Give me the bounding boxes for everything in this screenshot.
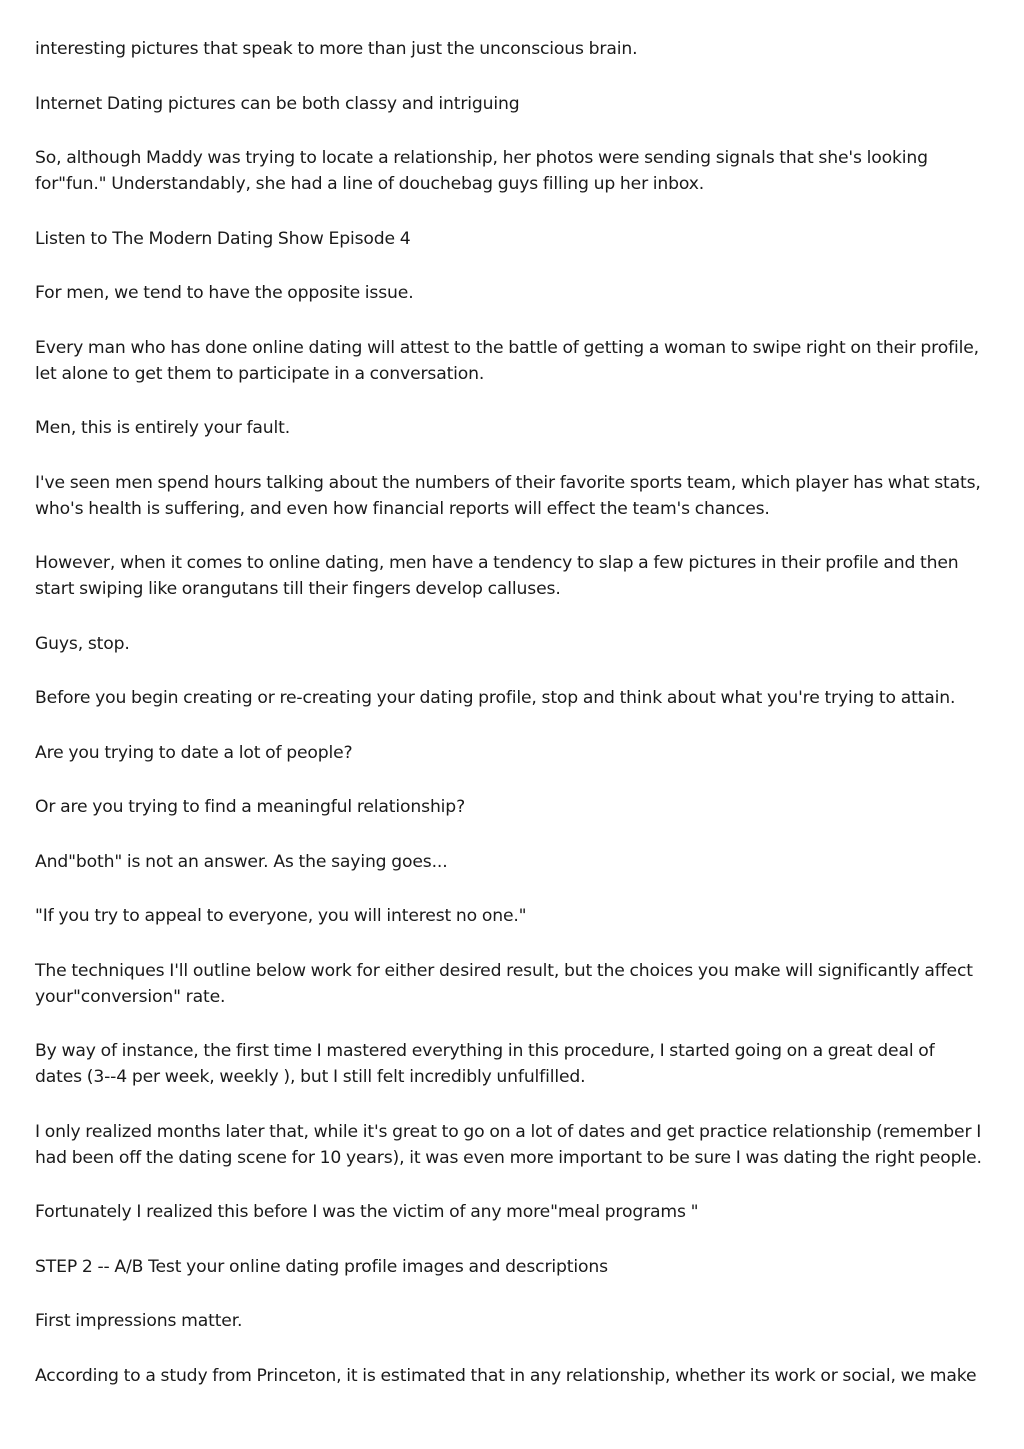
paragraph-16: The techniques I'll outline below work for either desired result, but the choices you make will significantly affect your"conversion" rate. — [35, 960, 973, 1007]
paragraph-4: Listen to The Modern Dating Show Episode 4 — [35, 228, 411, 249]
paragraph-1: interesting pictures that speak to more than just the unconscious brain. — [35, 39, 638, 59]
paragraph-12: Are you trying to date a lot of people? — [35, 742, 353, 763]
paragraph-6: Every man who has done online dating will attest to the battle of getting a woman to swipe right on their profile, let alone to get them to participate in a conversation. — [35, 337, 979, 384]
paragraph-13: Or are you trying to find a meaningful relationship? — [35, 797, 466, 817]
paragraph-20: STEP 2 -- A/B Test your online dating profile images and descriptions — [35, 1256, 608, 1277]
paragraph-3: So, although Maddy was trying to locate a relationship, her photos were sending signals that she's looking for"fun." Understandably, she had a line of douchebag guys filling up her inbox. — [35, 148, 928, 194]
paragraph-9: However, when it comes to online dating, men have a tendency to slap a few pictures in their profile and then start swiping like orangutans till their fingers develop calluses. — [35, 553, 959, 599]
paragraph-2: Internet Dating pictures can be both classy and intriguing — [35, 93, 520, 114]
paragraph-5: For men, we tend to have the opposite issue. — [35, 283, 414, 303]
document-body — [35, 36, 985, 1417]
paragraph-8: I've seen men spend hours talking about the numbers of their favorite sports team, which player has what stats, who's health is suffering, and even how financial reports will effect the team's chances. — [35, 472, 981, 519]
paragraph-11: Before you begin creating or re-creating your dating profile, stop and think about what you're trying to attain. — [35, 688, 956, 708]
paragraph-19: Fortunately I realized this before I was the victim of any more"meal programs " — [35, 1202, 699, 1222]
paragraph-22: According to a study from Princeton, it is estimated that in any relationship, whether its work or social, we make — [35, 1365, 977, 1386]
paragraph-18: I only realized months later that, while it's great to go on a lot of dates and get practice relationship (remember I had been off the dating scene for 10 years), it was even more important to be sure I was dating the right people. — [35, 1121, 982, 1168]
paragraph-15: "If you try to appeal to everyone, you will interest no one." — [35, 906, 527, 926]
paragraph-10: Guys, stop. — [35, 633, 130, 654]
paragraph-21: First impressions matter. — [35, 1311, 243, 1331]
paragraph-14: And"both" is not an answer. As the saying goes... — [35, 851, 448, 872]
paragraph-17: By way of instance, the first time I mastered everything in this procedure, I started going on a great deal of dates (3--4 per week, weekly ), but I still felt incredibly unfulfilled. — [35, 1041, 935, 1087]
paragraph-7: Men, this is entirely your fault. — [35, 418, 291, 438]
